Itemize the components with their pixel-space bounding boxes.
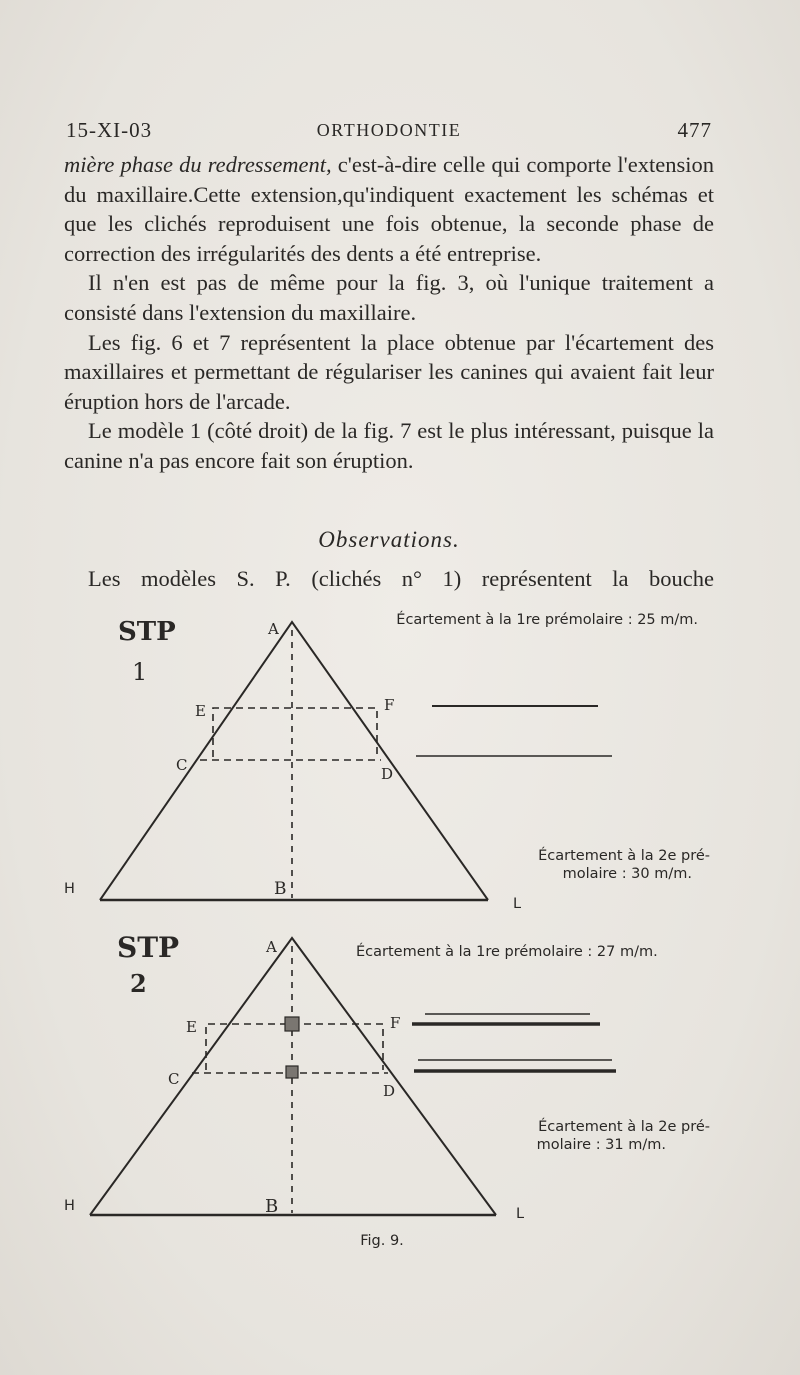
diagram-2-vertex-h: H [64, 1198, 75, 1214]
marker-square-bottom [286, 1066, 298, 1078]
running-header [66, 118, 712, 148]
diagram-1-number: 1 [132, 658, 148, 686]
diagram-2-vertex-e: E [186, 1018, 197, 1036]
diagram-1-vertex-h: H [64, 881, 75, 897]
paragraph-4: Le modèle 1 (côté droit) de la fig. 7 est le plus intéressant, puisque la canine n'a pas encore fait son éruption. [64, 418, 714, 473]
diagram-1-vertex-b: B [274, 879, 287, 899]
figure-caption: Fig. 9. [360, 1233, 404, 1249]
diagram-1-vertex-l: L [513, 896, 522, 912]
header-title: ORTHODONTIE [316, 120, 462, 140]
paragraph-2: Il n'en est pas de même pour la fig. 3, où l'unique traitement a consisté dans l'extension du maxillaire. [64, 270, 714, 325]
diagram-2-vertex-b: B [265, 1196, 279, 1217]
observations-line: Les modèles S. P. (clichés n° 1) représentent la bouche [88, 566, 714, 591]
diagram-2-vertex-l: L [516, 1206, 525, 1222]
triangle-1-line-ef [213, 708, 377, 757]
diagram-2-note-bottom-2: molaire : 31 m/m. [536, 1137, 666, 1153]
page-number: 477 [677, 118, 712, 142]
triangle-1-sides [100, 622, 488, 900]
diagram-2-stp-label: STP [117, 931, 180, 964]
paragraph-1 [64, 150, 714, 268]
observations-heading: Observations. [318, 527, 460, 552]
paragraph-1-text: c'est-à-dire celle qui comporte l'extension du maxillaire.Cette extension,qu'indiquent exactement les schémas et que les clichés reproduisent une fois obtenue, la seconde phase de correction des irrégularités des dents a été entreprise. [64, 152, 714, 266]
diagram-2-vertex-c: C [168, 1070, 180, 1088]
diagram-1-vertex-c: C [176, 756, 188, 774]
paragraph-1-italic: mière phase du redressement, [64, 152, 332, 177]
diagram-2-vertex-a: A [266, 938, 277, 956]
diagram-2-note-top: Écartement à la 1re prémolaire : 27 m/m. [356, 944, 658, 960]
diagram-1-stp-label: STP [118, 617, 176, 647]
diagram-1-vertex-f: F [384, 696, 395, 714]
diagram-1-vertex-d: D [381, 765, 394, 783]
diagram-1-note-top: Écartement à la 1re prémolaire : 25 m/m. [396, 612, 698, 628]
figure-9 [0, 600, 800, 1250]
paragraph-3: Les fig. 6 et 7 représentent la place obtenue par l'écartement des maxillaires et permettant de régulariser les canines qui avaient fait leur éruption hors de l'arcade. [64, 329, 714, 414]
diagram-2-vertex-f: F [390, 1014, 401, 1032]
header-date: 15-XI-03 [66, 118, 153, 142]
diagram-1-vertex-e: E [195, 702, 206, 720]
diagram-1-vertex-a: A [268, 620, 279, 638]
diagram-1-note-bottom-2: molaire : 30 m/m. [562, 866, 692, 882]
body-text [64, 150, 714, 476]
marker-square-top [285, 1017, 299, 1031]
diagram-2-note-bottom-1: Écartement à la 2e pré- [538, 1119, 710, 1135]
diagram-1-note-bottom-1: Écartement à la 2e pré- [538, 848, 710, 864]
diagram-2-number: 2 [130, 969, 147, 998]
diagram-2-vertex-d: D [383, 1082, 396, 1100]
